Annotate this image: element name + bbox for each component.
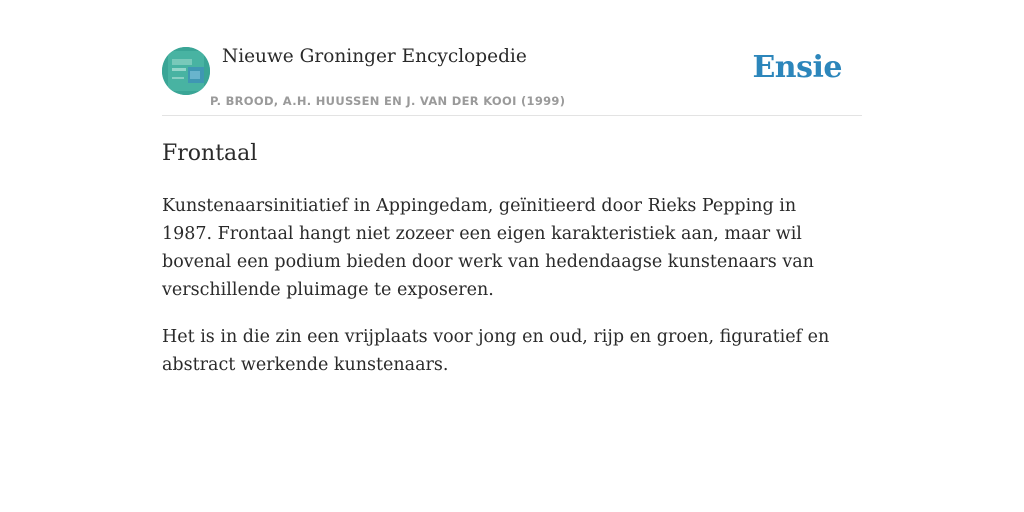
entry-title: Frontaal [162, 141, 258, 166]
site-header [162, 0, 862, 116]
ensie-logo-link[interactable]: Ensie [752, 50, 842, 85]
book-title[interactable]: Nieuwe Groninger Encyclopedie [222, 46, 527, 67]
book-cover-image [162, 47, 210, 95]
book-cover-thumbnail[interactable] [162, 47, 210, 95]
entry-paragraph-1: Kunstenaarsinitiatief in Appingedam, geïnitieerd door Rieks Pepping in 1987. Frontaal hangt niet zozeer een eigen karakteristiek aan, maar wil bovenal een podium bieden door werk van hedendaagse kunstenaars van verschillende pluimage te exposeren. [162, 196, 814, 300]
entry-paragraph-2: Het is in die zin een vrijplaats voor jong en oud, rijp en groen, figuratief en abstract werkende kunstenaars. [162, 327, 830, 375]
book-authors: P. BROOD, A.H. HUUSSEN EN J. VAN DER KOOI (1999) [210, 94, 566, 108]
entry-content [162, 138, 842, 379]
